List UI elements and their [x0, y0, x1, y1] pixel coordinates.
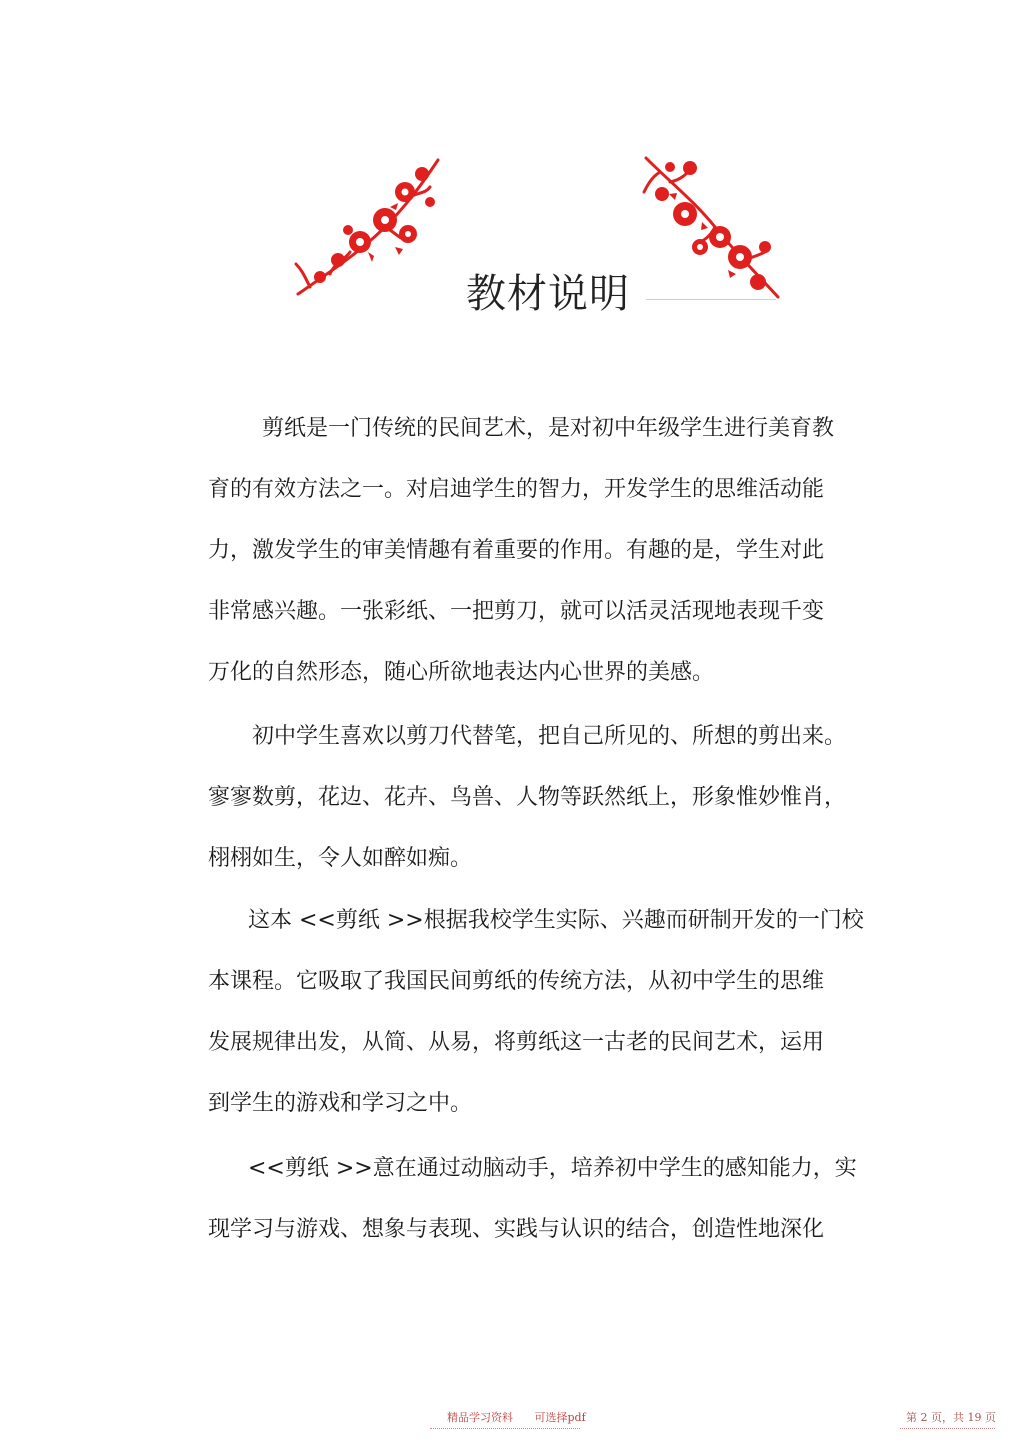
paragraph-line: 发展规律出发，从简、从易，将剪纸这一古老的民间艺术，运用	[208, 1030, 825, 1055]
paragraph-3	[208, 890, 864, 1134]
paragraph-line: 剪纸是一门传统的民间艺术，是对初中年级学生进行美育教	[262, 416, 835, 441]
footer-divider-right	[900, 1428, 995, 1430]
footer-divider-left	[430, 1428, 580, 1430]
plum-blossom-ornament-left	[290, 152, 450, 302]
footer-label-study-material: 精品学习资料	[447, 1411, 513, 1424]
paragraph-line: 到学生的游戏和学习之中。	[208, 1091, 473, 1116]
paragraph-line: 力，激发学生的审美情趣有着重要的作用。有趣的是，学生对此	[208, 538, 825, 563]
paragraph-1	[208, 398, 848, 703]
footer-watermark	[447, 1409, 586, 1425]
paragraph-line: 万化的自然形态，随心所欲地表达内心世界的美感。	[208, 660, 715, 685]
paragraph-line: 这本 <<剪纸 >>根据我校学生实际、兴趣而研制开发的一门校	[248, 908, 864, 933]
paragraph-line: 寥寥数剪，花边、花卉、鸟兽、人物等跃然纸上，形象惟妙惟肖，	[208, 785, 847, 810]
paragraph-2	[208, 706, 848, 889]
paragraph-line: 栩栩如生，令人如醉如痴。	[208, 846, 473, 871]
page-title: 教材说明	[466, 271, 630, 317]
paragraph-line: 本课程。它吸取了我国民间剪纸的传统方法，从初中学生的思维	[208, 969, 825, 994]
paragraph-line: 初中学生喜欢以剪刀代替笔，把自己所见的、所想的剪出来。	[252, 724, 847, 749]
paragraph-line: 现学习与游戏、想象与表现、实践与认识的结合，创造性地深化	[208, 1217, 825, 1242]
title-divider	[646, 299, 776, 300]
paragraph-line: <<剪纸 >>意在通过动脑动手，培养初中学生的感知能力，实	[248, 1156, 857, 1181]
paragraph-4	[208, 1138, 857, 1260]
page-number: 第 2 页，共 19 页	[906, 1411, 996, 1424]
plum-blossom-ornament-right	[640, 152, 785, 304]
paragraph-line: 育的有效方法之一。对启迪学生的智力，开发学生的思维活动能	[208, 477, 825, 502]
footer-label-pdf: 可选择pdf	[534, 1411, 586, 1424]
paragraph-line: 非常感兴趣。一张彩纸、一把剪刀，就可以活灵活现地表现千变	[208, 599, 825, 624]
